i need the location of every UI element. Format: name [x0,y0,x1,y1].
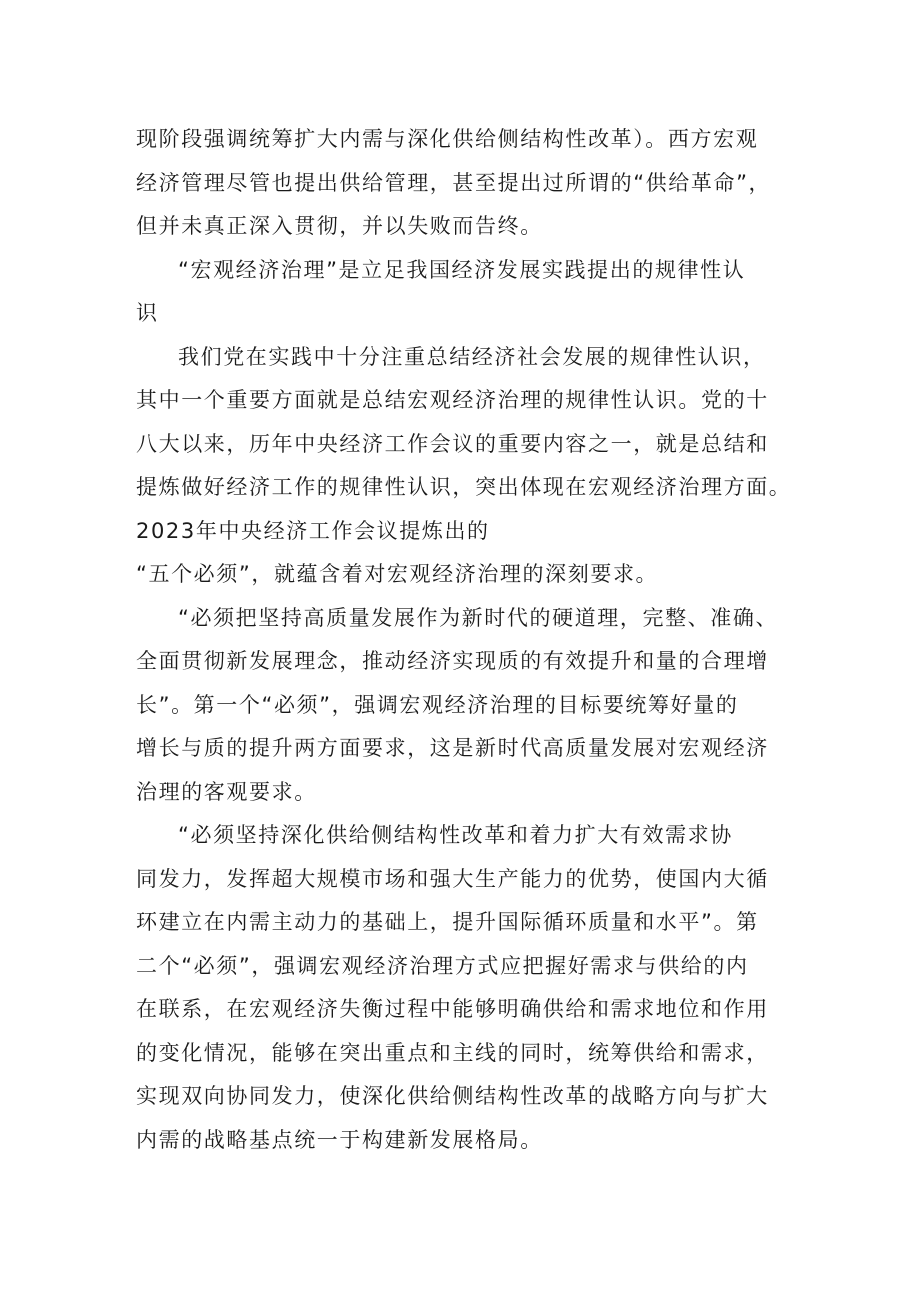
paragraph [136,814,796,1162]
text-line: 八大以来，历年中央经济工作会议的重要内容之一，就是总结和 [136,431,769,456]
text-line: 我们党在实践中十分注重总结经济社会发展的规律性认识， [178,344,766,369]
text-line: 治理的客观要求。 [136,779,317,804]
paragraph [136,336,796,597]
text-line: 但并未真正深入贯彻，并以失败而告终。 [136,214,543,238]
text-line: 2023年中央经济工作会议提炼出的 [136,518,490,543]
text-line: 内需的战略基点统一于构建新发展格局。 [136,1127,543,1152]
text-line: 全面贯彻新发展理念，推动经济实现质的有效提升和量的合理增 [136,649,769,673]
text-line: 其中一个重要方面就是总结宏观经济治理的规律性认识。党的十 [136,388,769,412]
text-line: 识 [136,301,159,325]
text-line: 长”。第一个“必须”，强调宏观经济治理的目标要统筹好量的 [136,692,739,717]
text-line: 二个“必须”，强调宏观经济治理方式应把握好需求与供给的内 [136,953,749,978]
text-line: “必须把坚持高质量发展作为新时代的硬道理，完整、准确、 [178,605,779,630]
text-line: 现阶段强调统筹扩大内需与深化供给侧结构性改革）。西方宏观 [136,127,759,151]
text-line: 的变化情况，能够在突出重点和主线的同时，统筹供给和需求， [136,1040,769,1065]
text-line: “宏观经济治理”是立足我国经济发展实践提出的规律性认 [178,257,746,282]
text-line: “五个必须”，就蕴含着对宏观经济治理的深刻要求。 [136,562,659,586]
text-line: 实现双向协同发力，使深化供给侧结构性改革的战略方向与扩大 [136,1084,769,1108]
text-line: 环建立在内需主动力的基础上，提升国际循环质量和水平”。第 [136,910,759,934]
text-line: “必须坚持深化供给侧结构性改革和着力扩大有效需求协 [178,823,733,847]
text-line: 提炼做好经济工作的规律性认识，突出体现在宏观经济治理方面。 [136,475,792,499]
text-line: 在联系，在宏观经济失衡过程中能够明确供给和需求地位和作用 [136,997,769,1021]
text-line: 同发力，发挥超大规模市场和强大生产能力的优势，使国内大循 [136,866,769,891]
body-text [136,118,796,1162]
text-line: 经济管理尽管也提出供给管理，甚至提出过所谓的“供给革命”， [136,170,772,195]
paragraph [136,118,796,249]
paragraph [136,249,796,336]
text-line: 增长与质的提升两方面要求，这是新时代高质量发展对宏观经济 [136,736,769,760]
paragraph [136,597,796,815]
